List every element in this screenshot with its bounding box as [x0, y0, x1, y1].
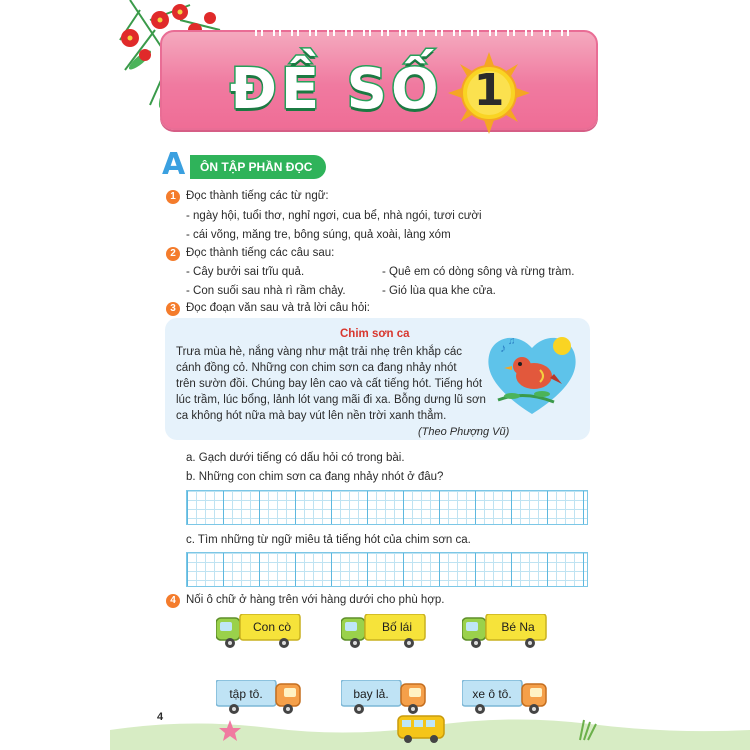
spiral-binding-icon — [250, 18, 590, 38]
writing-grid-c[interactable] — [186, 552, 588, 587]
truck-top-1-label: Con cò — [252, 620, 292, 634]
ground-decoration-icon — [110, 700, 750, 750]
question-2-sentence: - Cây bưởi sai trĩu quả. — [186, 266, 305, 278]
reading-source: (Theo Phượng Vũ) — [418, 426, 510, 438]
section-title: ÔN TẬP PHẦN ĐỌC — [190, 155, 326, 179]
truck-bottom-2-label: bay lả. — [353, 687, 389, 701]
reading-title: Chim sơn ca — [340, 328, 410, 340]
bird-heart-icon — [484, 330, 580, 416]
svg-text:♪: ♪ — [500, 341, 506, 355]
question-3c: c. Tìm những từ ngữ miêu tả tiếng hót của chim sơn ca. — [186, 534, 471, 546]
reading-line: trên sườn đồi. Chúng bay lên cao và cất tiếng hót. Tiếng hót — [176, 378, 483, 390]
question-3a: a. Gạch dưới tiếng có dấu hỏi có trong bài. — [186, 452, 405, 464]
page-number: 4 — [157, 711, 164, 723]
reading-line: lúc trầm, lúc bổng, lảnh lót vang mãi đi xa. Bỗng dưng lũ sơn — [176, 394, 486, 406]
question-4-prompt: Nối ô chữ ở hàng trên với hàng dưới cho phù hợp. — [186, 594, 445, 606]
question-3-prompt: Đọc đoạn văn sau và trả lời câu hỏi: — [186, 302, 370, 314]
truck-bottom-1-label: tập tô. — [229, 687, 263, 701]
question-3b: b. Những con chim sơn ca đang nhảy nhót ở đâu? — [186, 471, 444, 483]
reading-line: Trưa mùa hè, nắng vàng như mật trải nhẹ trên khắp các — [176, 346, 463, 358]
truck-top-3-label: Bé Na — [501, 620, 535, 634]
section-letter: A — [162, 147, 186, 182]
writing-grid-b[interactable] — [186, 490, 588, 525]
question-2-sentence: - Con suối sau nhà rì rầm chảy. — [186, 285, 346, 297]
question-2-sentence: - Quê em có dòng sông và rừng tràm. — [382, 266, 575, 278]
question-number-2: 2 — [166, 247, 180, 261]
question-1-line: - ngày hội, tuổi thơ, nghỉ ngơi, cua bể, nhà ngói, tươi cười — [186, 210, 482, 222]
truck-top-2-label: Bố lái — [381, 620, 413, 634]
truck-bottom-3-label: xe ô tô. — [472, 687, 512, 701]
question-2-prompt: Đọc thành tiếng các câu sau: — [186, 247, 335, 259]
question-number-3: 3 — [166, 302, 180, 316]
question-1-line: - cái võng, măng tre, bông súng, quả xoài, làng xóm — [186, 229, 451, 241]
reading-line: cánh đồng cỏ. Những con chim sơn ca đang nhảy nhót — [176, 362, 457, 374]
svg-text:♫: ♫ — [508, 336, 516, 347]
question-number-1: 1 — [166, 190, 180, 204]
page-title: ĐỀ SỐ — [230, 57, 443, 122]
question-2-sentence: - Gió lùa qua khe cửa. — [382, 285, 496, 297]
reading-line: ca không hót nữa mà bay vút lên nền trời xanh thẳm. — [176, 410, 447, 422]
test-number: 1 — [473, 65, 505, 116]
question-number-4: 4 — [166, 594, 180, 608]
question-1-prompt: Đọc thành tiếng các từ ngữ: — [186, 190, 329, 202]
